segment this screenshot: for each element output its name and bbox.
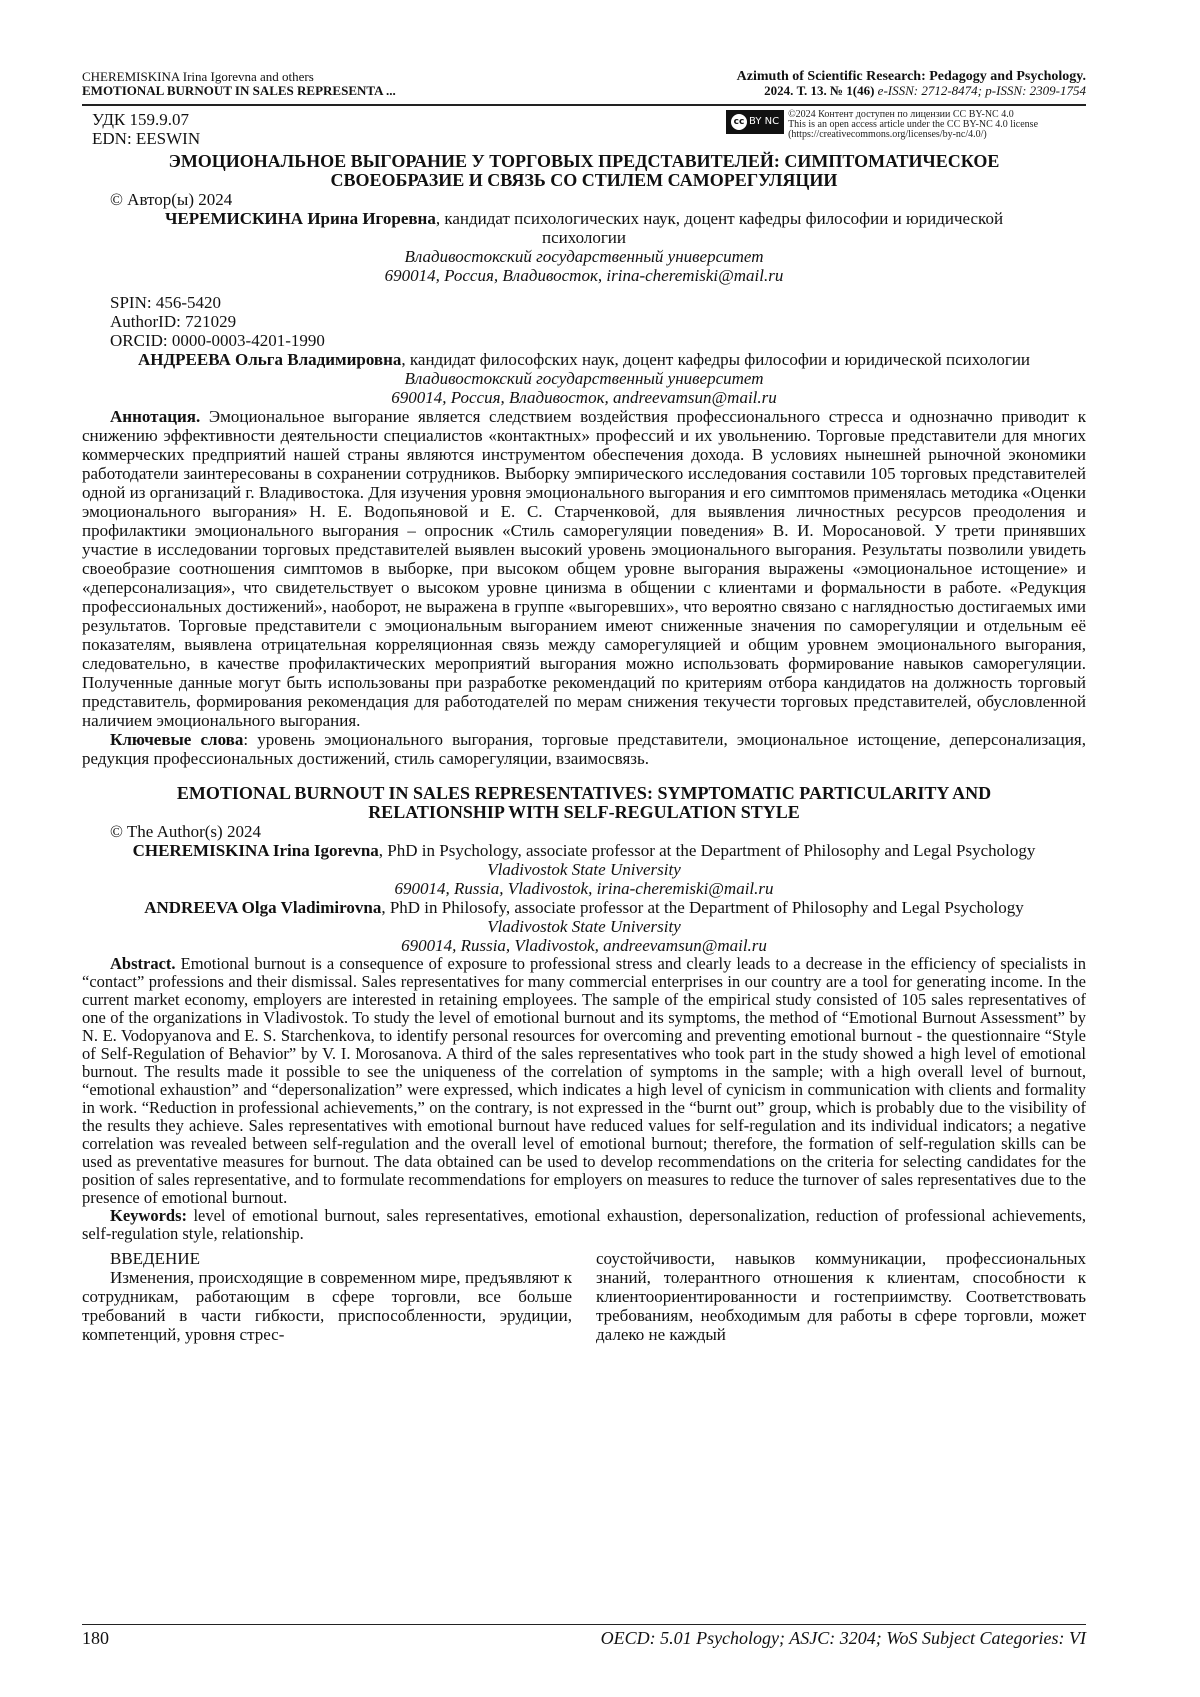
ru-keywords-text: : уровень эмоционального выгорания, торговые представители, эмоциональное истощение, деперсонализация, редукция профессиональных достижений, стиль саморегуляции, взаимосвязь. <box>82 730 1086 768</box>
running-header <box>82 70 1086 102</box>
journal-issn: e-ISSN: 2712-8474; p-ISSN: 2309-1754 <box>874 83 1086 98</box>
en-author-1 <box>82 841 1086 860</box>
en-abstract <box>82 955 1086 1207</box>
header-authors: CHEREMISKINA Irina Igorevna and others <box>82 69 314 84</box>
intro-text-right: соустойчивости, навыков коммуникации, профессиональных знаний, толерантного отношения к клиентам, способности к клиентоориентированности и гостеприимству. Соответствовать требованиям, необходимым для работы в сфере торговли, может далеко не каждый <box>596 1249 1086 1344</box>
edn-code: EDN: EESWIN <box>92 129 201 148</box>
author-identifiers <box>82 293 1086 350</box>
en-author-1-desc: , PhD in Psychology, associate professor at the Department of Philosophy and Legal Psychology <box>378 841 1036 860</box>
ru-title: ЭМОЦИОНАЛЬНОЕ ВЫГОРАНИЕ У ТОРГОВЫХ ПРЕДСТАВИТЕЛЕЙ: СИМПТОМАТИЧЕСКОЕ СВОЕОБРАЗИЕ И СВЯЗЬ СО СТИЛЕМ САМОРЕГУЛЯЦИИ <box>168 151 1000 190</box>
cc-license-badge-icon <box>726 110 784 134</box>
intro-heading: ВВЕДЕНИЕ <box>110 1249 200 1268</box>
page-number: 180 <box>82 1628 109 1648</box>
license-line-en: This is an open access article under the CC BY-NC 4.0 license <box>788 119 1039 130</box>
en-author-1-address: 690014, Russia, Vladivostok, irina-cheremiski@mail.ru <box>394 879 774 898</box>
udk-code: УДК 159.9.07 <box>92 110 190 129</box>
en-author-2 <box>82 898 1086 917</box>
intro-text-left: Изменения, происходящие в современном мире, предъявляют к сотрудникам, работающим в сфере торговли, все больше требований в части гибкости, приспособленности, эрудиции, компетенций, уровня стрес- <box>82 1268 572 1344</box>
license-link[interactable]: (https://creativecommons.org/licenses/by-nc/4.0/) <box>788 129 987 140</box>
ru-author-1-name: ЧЕРЕМИСКИНА Ирина Игоревна <box>164 209 436 228</box>
footer-rule <box>82 1624 1086 1625</box>
ru-author-2-address: 690014, Россия, Владивосток, andreevamsun@mail.ru <box>391 388 777 407</box>
ru-author-2-desc: , кандидат философских наук, доцент кафедры философии и юридической психологии <box>401 350 1031 369</box>
running-header-left <box>82 70 396 102</box>
ru-author-1-desc: , кандидат психологических наук, доцент кафедры философии и юридической психологии <box>435 209 1004 247</box>
ru-copyright: © Автор(ы) 2024 <box>110 190 233 209</box>
en-author-2-desc: , PhD in Philosofy, associate professor at the Department of Philosophy and Legal Psychology <box>381 898 1024 917</box>
en-title: EMOTIONAL BURNOUT IN SALES REPRESENTATIVES: SYMPTOMATIC PARTICULARITY AND RELATIONSHIP WITH SELF-REGULATION STYLE <box>176 783 992 822</box>
header-rule <box>82 104 1086 106</box>
ru-author-1-address: 690014, Россия, Владивосток, irina-cheremiski@mail.ru <box>384 266 784 285</box>
ru-keywords <box>82 730 1086 768</box>
section-gap <box>82 768 1086 780</box>
running-header-right <box>737 70 1086 102</box>
en-author-2-org: Vladivostok State University <box>487 917 681 936</box>
subject-classification: OECD: 5.01 Psychology; ASJC: 3204; WoS Subject Categories: VI <box>600 1628 1086 1648</box>
journal-issue: 2024. Т. 13. № 1(46) <box>764 83 875 98</box>
orcid-id: ORCID: 0000-0003-4201-1990 <box>110 331 325 350</box>
cc-circle-icon: cc <box>731 114 747 130</box>
en-abstract-text: Emotional burnout is a consequence of exposure to professional stress and clearly leads to a decrease in the efficiency of specialists in “contact” professions and their dismissal. Sales representatives for many commercial enterprises in our country are a tool for generating income. In the current market economy, employers are interested in retaining employees. The sample of the empirical study consisted of 105 sales representatives of one of the organizations in Vladivostok. To study the level of emotional burnout and its symptoms, the method of “Emotional Burnout Assessment” by N. E. Vodopyanova and E. S. Starchenkova, to identify personal resources for overcoming and preventing emotional burnout - the questionnaire “Style of Self-Regulation of Behavior” by V. I. Morosanova. A third of the sales representatives who took part in the study showed a high level of emotional burnout. The results made it possible to see the uniqueness of the correlation of symptoms in the sample; with a high overall level of burnout, “emotional exhaustion” and “depersonalization” were expressed, which indicates a high level of cynicism in communication with clients and formality in work. “Reduction in professional achievements,” on the contrary, is not expressed in the “burnt out” group, which is probably due to the visibility of the results they achieve. Sales representatives with emotional burnout have reduced values for self-regulation and its individual indicators; a negative correlation was revealed between self-regulation and the overall level of emotional burnout; therefore, the formation of self-regulation skills can be used as preventative measures for burnout. The data obtained can be used to develop recommendations on the criteria for selecting candidates for the position of sales representative, and to formulate recommendations for employers on measures to reduce the turnover of sales representatives due to the presence of emotional burnout. <box>82 954 1086 1207</box>
author-id: AuthorID: 721029 <box>110 312 237 331</box>
en-author-2-name: ANDREEVA Olga Vladimirovna <box>144 898 382 917</box>
spin-id: SPIN: 456-5420 <box>110 293 221 312</box>
license-text <box>788 110 1038 140</box>
license-line-ru: ©2024 Контент доступен по лицензии CC BY-NC 4.0 <box>788 109 1014 120</box>
en-keywords-text: level of emotional burnout, sales representatives, emotional exhaustion, depersonalization, reduction of professional achievements, self-regulation style, relationship. <box>82 1206 1086 1243</box>
en-keywords <box>82 1207 1086 1243</box>
en-author-1-name: CHEREMISKINA Irina Igorevna <box>132 841 379 860</box>
meta-row <box>82 110 1086 148</box>
journal-title: Azimuth of Scientific Research: Pedagogy and Psychology. <box>736 69 1086 84</box>
article-page <box>82 70 1086 1344</box>
header-short-title: EMOTIONAL BURNOUT IN SALES REPRESENTA ... <box>82 83 396 98</box>
body-column-right <box>596 1249 1086 1344</box>
body-columns <box>82 1249 1086 1344</box>
ru-author-1-org: Владивостокский государственный университет <box>404 247 764 266</box>
page-footer <box>82 1628 1086 1648</box>
en-abstract-label: Abstract. <box>110 954 176 973</box>
ru-author-2 <box>82 350 1086 369</box>
ru-abstract-text: Эмоциональное выгорание является следствием воздействия профессионального стресса и однозначно приводит к снижению эффективности деятельности специалистов «контактных» профессий и их увольнению. Торговые представители для многих коммерческих предприятий нашей страны являются инструментом обеспечения дохода. В условиях нынешней рыночной экономики работодатели заинтересованы в сохранении сотрудников. Выборку эмпирического исследования составили 105 торговых представителей одной из организаций г. Владивостока. Для изучения уровня эмоционального выгорания и его симптомов применялась методика «Оценки эмоционального выгорания» Н. Е. Водопьяновой и Е. С. Старченковой, для выявления личностных ресурсов преодоления и профилактики эмоционального выгорания – опросник «Стиль саморегуляции поведения» В. И. Моросановой. У трети принявших участие в исследовании торговых представителей выявлен высокий уровень эмоционального выгорания. Результаты позволили увидеть своеобразие соотношения симптомов в выборке, при высоком общем уровне выгорания выражены «эмоциональное истощение» и «деперсонализация», что свидетельствует о высоком уровне цинизма в общении с клиентами и формальности в работе. «Редукция профессиональных достижений», наоборот, не выражена в группе «выгоревших», что вероятно связано с наглядностью достигаемых ими результатов. Торговые представители с эмоциональным выгоранием имеют сниженные значения по саморегуляции и отдельным её показателям, выявлена отрицательная корреляционная связь между саморегуляцией и общим уровнем эмоционального выгорания, следовательно, в качестве профилактических мероприятий выгорания можно использовать формирование навыков саморегуляции. Полученные данные могут быть использованы при разработке рекомендаций по критериям отбора кандидатов на должность торговый представитель, формирования рекомендация для работодателей по мерам снижения текучести торговых представителей, обусловленной наличием эмоционального выгорания. <box>82 407 1086 730</box>
en-author-2-address: 690014, Russia, Vladivostok, andreevamsun@mail.ru <box>401 936 767 955</box>
ru-author-2-name: АНДРЕЕВА Ольга Владимировна <box>137 350 402 369</box>
ru-author-2-org: Владивостокский государственный университет <box>404 369 764 388</box>
en-copyright: © The Author(s) 2024 <box>110 822 261 841</box>
ru-keywords-label: Ключевые слова <box>110 730 244 749</box>
udk-block <box>82 110 200 148</box>
en-keywords-label: Keywords: <box>110 1206 187 1225</box>
ru-abstract <box>82 407 1086 730</box>
license-block <box>726 110 1086 148</box>
body-column-left <box>82 1249 572 1344</box>
cc-badge-label: BY NC <box>749 116 780 127</box>
ru-abstract-label: Аннотация. <box>110 407 201 426</box>
ru-author-1 <box>82 209 1086 247</box>
en-author-1-org: Vladivostok State University <box>487 860 681 879</box>
